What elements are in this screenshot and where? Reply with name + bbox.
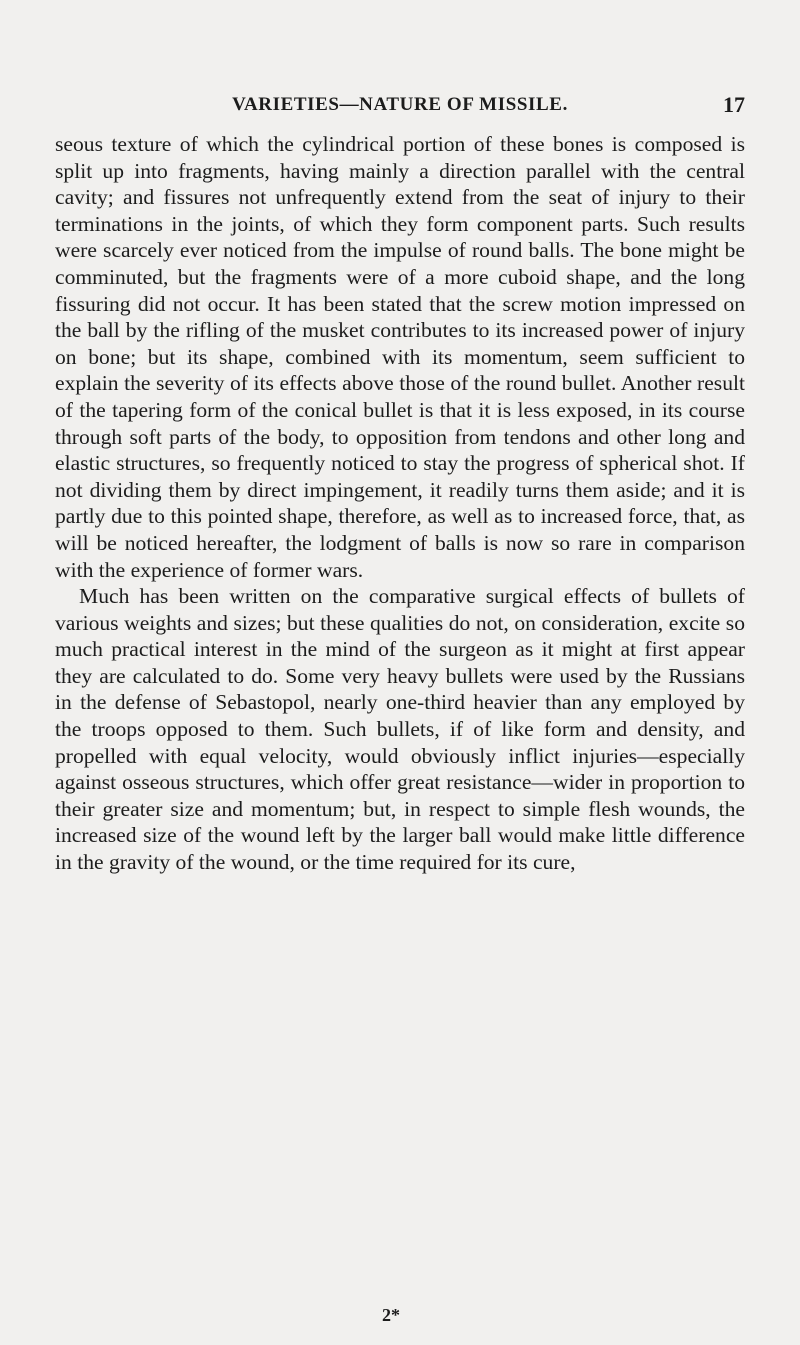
page-number: 17 — [723, 92, 745, 117]
paragraph: Much has been written on the comparative surgical effects of bullets of various weights and sizes; but these qualities do not, on consideration, excite so much practical interest in the mind of the surgeon as it might at first appear they are calculated to do. Some very heavy bullets were used by the Russians in the defense of Sebastopol, nearly one-third heavier than any employed by the troops opposed to them. Such bullets, if of like form and density, and propelled with equal velocity, would obviously inflict injuries—especially against osseous structures, which offer great resistance—wider in proportion to their greater size and momentum; but, in respect to simple flesh wounds, the increased size of the wound left by the larger ball would make little difference in the gravity of the wound, or the time required for its cure, — [55, 584, 745, 875]
body-text — [55, 131, 745, 876]
running-head — [55, 92, 745, 118]
running-title: VARIETIES—NATURE OF MISSILE. — [232, 94, 568, 115]
paragraph: seous texture of which the cylindrical portion of these bones is composed is split up into fragments, having mainly a direction parallel with the central cavity; and fissures not unfrequently extend from the seat of injury to their terminations in the joints, of which they form component parts. Such results were scarcely ever noticed from the impulse of round balls. The bone might be comminuted, but the fragments were of a more cuboid shape, and the long fissuring did not occur. It has been stated that the screw motion impressed on the ball by the rifling of the musket contributes to its increased power of injury on bone; but its shape, combined with its momentum, seem sufficient to explain the severity of its effects above those of the round bullet. Another result of the tapering form of the conical bullet is that it is less exposed, in its course through soft parts of the body, to opposition from tendons and other long and elastic structures, so frequently noticed to stay the progress of spherical shot. If not dividing them by direct impingement, it readily turns them aside; and it is partly due to this pointed shape, therefore, as well as to increased force, that, as will be noticed hereafter, the lodgment of balls is now so rare in comparison with the experience of former wars. — [55, 132, 745, 582]
signature-mark: 2* — [382, 1305, 400, 1325]
